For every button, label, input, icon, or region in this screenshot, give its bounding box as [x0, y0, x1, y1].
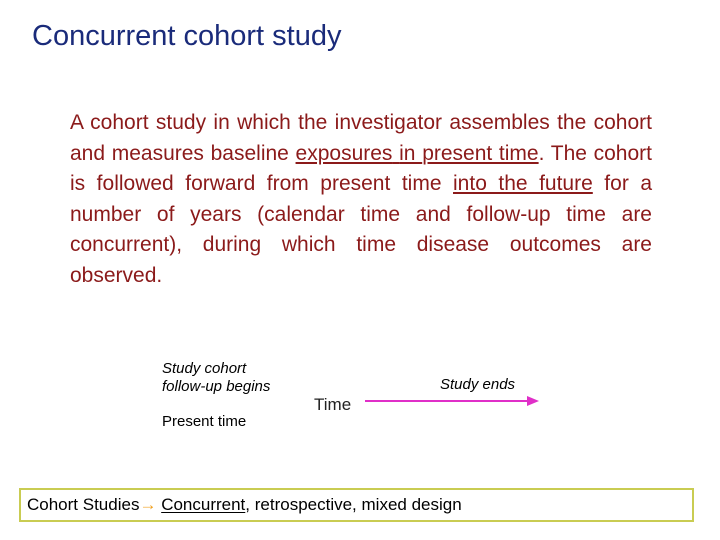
footer-prefix: Cohort Studies	[27, 495, 140, 514]
time-label: Time	[314, 395, 352, 414]
footer-box	[19, 488, 694, 522]
paragraph-text: for a number of years (calendar time and follow-up time are concurrent), during which time disease outcomes are observed.	[70, 172, 653, 287]
right-arrow-icon: →	[139, 495, 157, 514]
underlined-into-the-future: into the future	[453, 172, 593, 195]
underlined-present-time: present time	[422, 141, 539, 165]
time-arrow-line	[365, 400, 529, 402]
footer-rest: , retrospective, mixed design	[245, 495, 462, 514]
footer-highlight: Concurrent	[161, 495, 246, 514]
study-start-label: Study cohort follow-up begins	[162, 360, 271, 395]
paragraph-text: . The cohort is followed forward from present time	[70, 141, 652, 195]
study-ends-label: Study ends	[440, 376, 516, 393]
present-time-label: Present time	[162, 413, 247, 430]
arrow-head-icon	[527, 396, 539, 406]
underlined-in: in	[399, 141, 416, 165]
underlined-exposures: exposures	[295, 141, 393, 165]
slide-title: Concurrent cohort study	[32, 20, 342, 52]
paragraph-text: A cohort study in which the investigator assembles the cohort and measures baseline	[70, 111, 652, 165]
